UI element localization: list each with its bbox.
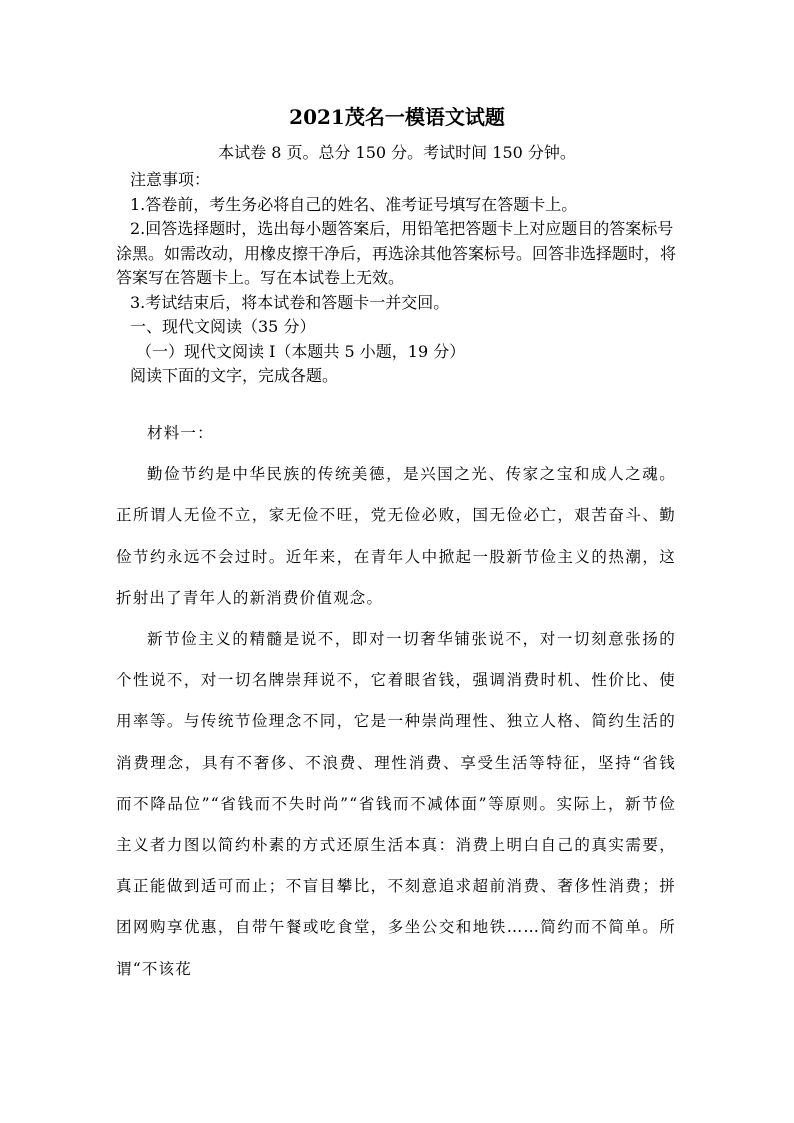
reading-instruction: 阅读下面的文字，完成各题。 <box>130 366 339 385</box>
exam-title: 2021茂名一模语文试题 <box>289 105 505 129</box>
exam-info: 本试卷 8 页。总分 150 分。考试时间 150 分钟。 <box>218 143 576 162</box>
reading-material <box>116 413 676 990</box>
material-paragraph: 新节俭主义的精髓是说不，即对一切奢华铺张说不，对一切刻意张扬的个性说不，对一切名牌崇拜说不，它着眼省钱，强调消费时机、性价比、使用率等。与传统节俭理念不同，它是一种崇尚理性、独立人格、简约生活的消费理念，具有不奢侈、不浪费、理性消费、享受生活等特征，坚持“省钱而不降品位”“省钱而不失时尚”“省钱而不减体面”等原则。实际上，新节俭主义者力图以简约朴素的方式还原生活本真：消费上明白自己的真实需要，真正能做到适可而止；不盲目攀比，不刻意追求超前消费、奢侈性消费；拼团网购享优惠，自带午餐或吃食堂，多坐公交和地铁……简约而不简单。所谓“不该花 <box>116 630 676 978</box>
note-item-3: 3.考试结束后，将本试卷和答题卡一并交回。 <box>130 292 450 312</box>
note-item-2 <box>116 217 676 291</box>
material-label: 材料一： <box>147 424 214 442</box>
notes-heading: 注意事项： <box>130 170 211 189</box>
notes-section <box>116 168 676 389</box>
note-item-1: 1.答卷前，考生务必将自己的姓名、准考证号填写在答题卡上。 <box>130 194 578 214</box>
section-heading: 一、现代文阅读（35 分） <box>130 317 316 336</box>
note-item-2-text: 2.回答选择题时，选出每小题答案后，用铅笔把答题卡上对应题目的答案标号涂黑。如需改动，用橡皮擦干净后，再选涂其他答案标号。回答非选择题时，将答案写在答题卡上。写在本试卷上无效。 <box>116 219 677 287</box>
subsection-heading: （一）现代文阅读 I（本题共 5 小题，19 分） <box>136 341 466 361</box>
material-paragraph: 勤俭节约是中华民族的传统美德，是兴国之光、传家之宝和成人之魂。正所谓人无俭不立，家无俭不旺，党无俭必败，国无俭必亡，艰苦奋斗、勤俭节约永远不会过时。近年来，在青年人中掀起一股新节俭主义的热潮，这折射出了青年人的新消费价值观念。 <box>116 465 676 607</box>
